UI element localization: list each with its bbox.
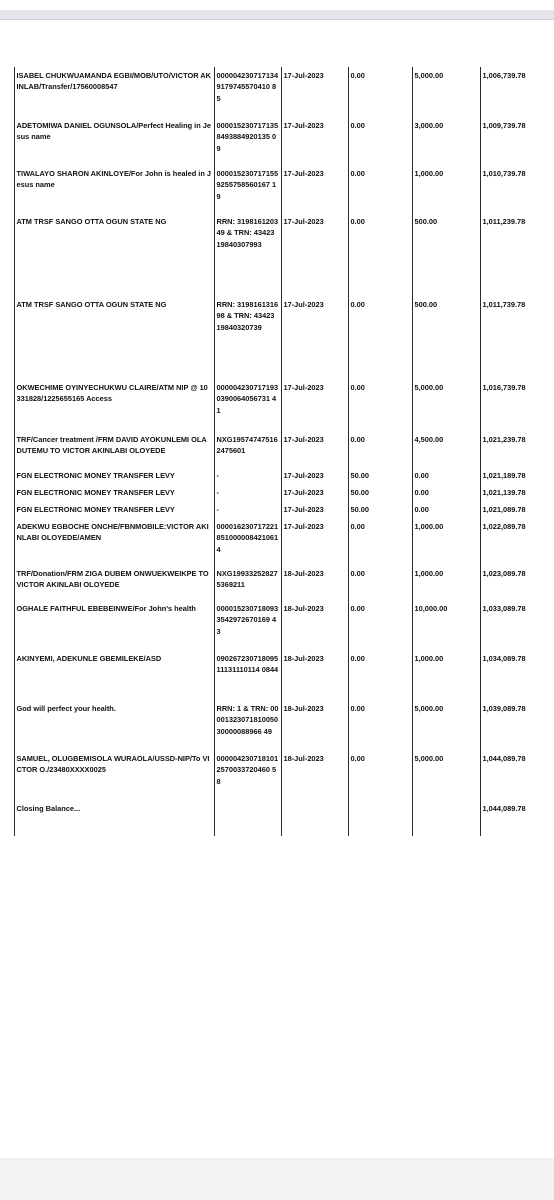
cell-credit: 5,000.00 [412,700,480,750]
cell-debit: 0.00 [348,165,412,213]
closing-balance-label: Closing Balance... [14,800,214,836]
cell-debit: 0.00 [348,750,412,800]
cell-date: 17-Jul-2023 [281,518,348,565]
row-margin [0,431,14,467]
statement-table [0,67,554,836]
row-margin [0,296,14,379]
cell-reference: RRN: 319816131698 & TRN: 4342319840320739 [214,296,281,379]
cell-debit: 0.00 [348,565,412,600]
cell-credit: 5,000.00 [412,750,480,800]
row-margin [0,484,14,501]
row-margin [0,467,14,484]
cell-debit: 0.00 [348,518,412,565]
cell-credit: 3,000.00 [412,117,480,165]
table-row [0,600,554,650]
table-row [0,165,554,213]
cell-debit: 0.00 [348,296,412,379]
table-row [0,501,554,518]
row-margin [0,800,14,836]
cell-reference: NXG195747475162475601 [214,431,281,467]
cell-credit: 0.00 [412,484,480,501]
cell-date: 18-Jul-2023 [281,565,348,600]
cell-empty [281,800,348,836]
row-margin [0,600,14,650]
cell-date: 17-Jul-2023 [281,117,348,165]
cell-debit: 50.00 [348,501,412,518]
cell-date: 17-Jul-2023 [281,501,348,518]
cell-description: ADETOMIWA DANIEL OGUNSOLA/Perfect Healing in Jesus name [14,117,214,165]
cell-date: 17-Jul-2023 [281,67,348,117]
cell-balance: 1,021,239.78 [480,431,554,467]
table-row [0,379,554,431]
cell-balance: 1,023,089.78 [480,565,554,600]
cell-credit: 500.00 [412,213,480,296]
cell-reference: 0000152307171358493884920135 09 [214,117,281,165]
table-row [0,431,554,467]
cell-credit: 5,000.00 [412,379,480,431]
cell-date: 17-Jul-2023 [281,296,348,379]
cell-date: 18-Jul-2023 [281,650,348,700]
cell-description: FGN ELECTRONIC MONEY TRANSFER LEVY [14,484,214,501]
cell-credit: 0.00 [412,467,480,484]
cell-date: 18-Jul-2023 [281,750,348,800]
cell-credit: 0.00 [412,501,480,518]
cell-debit: 50.00 [348,467,412,484]
cell-date: 17-Jul-2023 [281,379,348,431]
row-margin [0,379,14,431]
cell-date: 17-Jul-2023 [281,213,348,296]
cell-reference: - [214,484,281,501]
row-margin [0,750,14,800]
cell-reference: 0000042307171930390064056731 41 [214,379,281,431]
cell-debit: 0.00 [348,67,412,117]
cell-description: FGN ELECTRONIC MONEY TRANSFER LEVY [14,467,214,484]
cell-debit: 0.00 [348,700,412,750]
cell-description: OKWECHIME OYINYECHUKWU CLAIRE/ATM NIP @ 10331828/1225655165 Access [14,379,214,431]
row-margin [0,67,14,117]
table-row [0,467,554,484]
cell-debit: 0.00 [348,431,412,467]
cell-credit: 4,500.00 [412,431,480,467]
cell-description: ATM TRSF SANGO OTTA OGUN STATE NG [14,213,214,296]
cell-reference: 0000152307180933542972670169 43 [214,600,281,650]
table-row [0,700,554,750]
cell-credit: 1,000.00 [412,565,480,600]
cell-description: ADEKWU EGBOCHE ONCHE/FBNMOBILE:VICTOR AKINLABI OLOYEDE/AMEN [14,518,214,565]
cell-reference: RRN: 319816120349 & TRN: 4342319840307993 [214,213,281,296]
cell-empty [412,800,480,836]
table-row [0,296,554,379]
cell-credit: 1,000.00 [412,165,480,213]
cell-reference: - [214,467,281,484]
row-margin [0,518,14,565]
cell-description: AKINYEMI, ADEKUNLE GBEMILEKE/ASD [14,650,214,700]
row-margin [0,213,14,296]
cell-balance: 1,044,089.78 [480,750,554,800]
cell-debit: 0.00 [348,379,412,431]
bottom-margin [0,1158,554,1200]
cell-balance: 1,006,739.78 [480,67,554,117]
row-margin [0,700,14,750]
cell-credit: 1,000.00 [412,518,480,565]
cell-balance: 1,021,089.78 [480,501,554,518]
cell-date: 17-Jul-2023 [281,165,348,213]
cell-reference: NXG199332528275369211 [214,565,281,600]
cell-date: 17-Jul-2023 [281,484,348,501]
cell-balance: 1,010,739.78 [480,165,554,213]
cell-reference: 0000042307181012570033720460 58 [214,750,281,800]
cell-description: TRF/Donation/FRM ZIGA DUBEM ONWUEKWEIKPE TO VICTOR AKINLABI OLOYEDE [14,565,214,600]
cell-balance: 1,021,139.78 [480,484,554,501]
table-row [0,750,554,800]
cell-balance: 1,039,089.78 [480,700,554,750]
cell-reference: 09026723071809511131110114 0844 [214,650,281,700]
document-top-edge [0,10,554,20]
row-margin [0,165,14,213]
cell-credit: 5,000.00 [412,67,480,117]
cell-description: God will perfect your health. [14,700,214,750]
closing-balance-row [0,800,554,836]
cell-debit: 0.00 [348,117,412,165]
row-margin [0,501,14,518]
cell-credit: 500.00 [412,296,480,379]
cell-balance: 1,021,189.78 [480,467,554,484]
cell-reference: RRN: 1 & TRN: 0000132307181005030000088966 49 [214,700,281,750]
table-row [0,213,554,296]
cell-description: TIWALAYO SHARON AKINLOYE/For John is healed in Jesus name [14,165,214,213]
cell-reference: - [214,501,281,518]
cell-date: 17-Jul-2023 [281,467,348,484]
cell-balance: 1,033,089.78 [480,600,554,650]
cell-description: ISABEL CHUKWUAMANDA EGBI/MOB/UTO/VICTOR AKINLAB/Transfer/17560008547 [14,67,214,117]
table-row [0,565,554,600]
cell-balance: 1,022,089.78 [480,518,554,565]
cell-balance: 1,009,739.78 [480,117,554,165]
table-row [0,518,554,565]
cell-description: TRF/Cancer treatment /FRM DAVID AYOKUNLEMI OLADUTEMU TO VICTOR AKINLABI OLOYEDE [14,431,214,467]
cell-description: OGHALE FAITHFUL EBEBEINWE/For John's health [14,600,214,650]
cell-date: 17-Jul-2023 [281,431,348,467]
row-margin [0,117,14,165]
table-row [0,67,554,117]
cell-debit: 0.00 [348,650,412,700]
cell-balance: 1,011,739.78 [480,296,554,379]
cell-description: ATM TRSF SANGO OTTA OGUN STATE NG [14,296,214,379]
row-margin [0,565,14,600]
cell-description: FGN ELECTRONIC MONEY TRANSFER LEVY [14,501,214,518]
row-margin [0,650,14,700]
cell-empty [348,800,412,836]
cell-credit: 10,000.00 [412,600,480,650]
closing-balance-value: 1,044,089.78 [480,800,554,836]
cell-debit: 50.00 [348,484,412,501]
cell-description: SAMUEL, OLUGBEMISOLA WURAOLA/USSD-NIP/To VICTOR O./23480XXXX0025 [14,750,214,800]
table-row [0,650,554,700]
cell-date: 18-Jul-2023 [281,700,348,750]
table-row [0,117,554,165]
cell-debit: 0.00 [348,213,412,296]
cell-debit: 0.00 [348,600,412,650]
cell-reference: 0000162307172218510000084210614 [214,518,281,565]
cell-balance: 1,034,089.78 [480,650,554,700]
cell-reference: 0000152307171559255758560167 19 [214,165,281,213]
cell-balance: 1,016,739.78 [480,379,554,431]
cell-balance: 1,011,239.78 [480,213,554,296]
cell-empty [214,800,281,836]
cell-reference: 0000042307171349179745570410 85 [214,67,281,117]
cell-credit: 1,000.00 [412,650,480,700]
table-row [0,484,554,501]
cell-date: 18-Jul-2023 [281,600,348,650]
